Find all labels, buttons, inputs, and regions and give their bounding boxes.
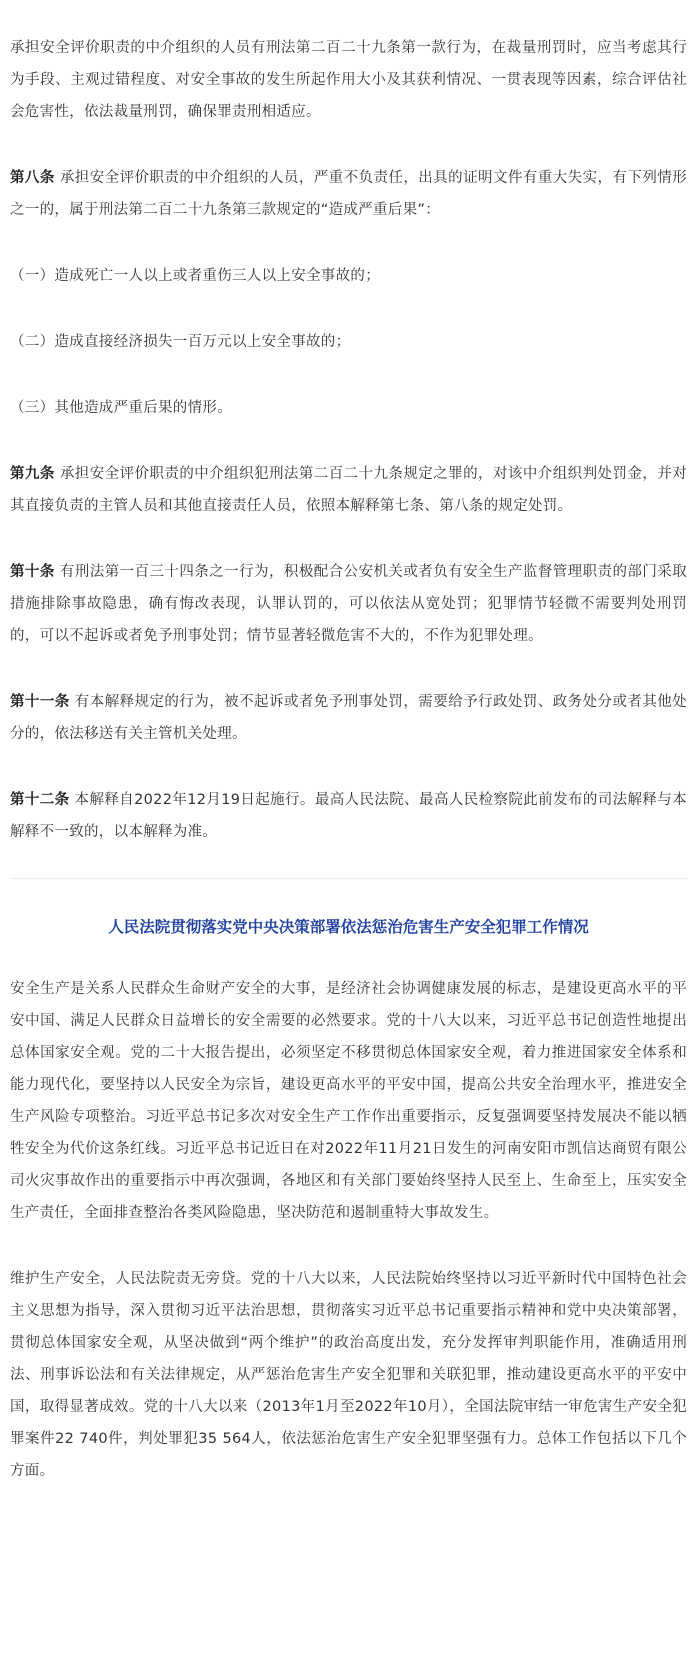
article-9 xyxy=(10,458,687,522)
article-11-text: 有本解释规定的行为，被不起诉或者免予刑事处罚，需要给予行政处罚、政务处分或者其他处分的，依法移送有关主管机关处理。 xyxy=(10,694,687,742)
item-text: （三）其他造成严重后果的情形。 xyxy=(10,400,232,416)
article-12 xyxy=(10,784,687,848)
item-text: （二）造成直接经济损失一百万元以上安全事故的； xyxy=(10,334,351,350)
article-10-label: 第十条 xyxy=(10,564,55,580)
article-12-label: 第十二条 xyxy=(10,792,70,808)
paragraph-penalty-consideration xyxy=(10,32,687,128)
article-8 xyxy=(10,162,687,226)
paragraph-text: 承担安全评价职责的中介组织的人员有刑法第二百二十九条第一款行为，在裁量刑罚时，应当考虑其行为手段、主观过错程度、对安全事故的发生所起作用大小及其获利情况、一贯表现等因素，综合评估社会危害性，依法裁量刑罚，确保罪责刑相适应。 xyxy=(10,40,687,120)
article-9-text: 承担安全评价职责的中介组织犯刑法第二百二十九条规定之罪的，对该中介组织判处罚金，并对其直接负责的主管人员和其他直接责任人员，依照本解释第七条、第八条的规定处罚。 xyxy=(10,466,687,514)
section-title: 人民法院贯彻落实党中央决策部署依法惩治危害生产安全犯罪工作情况 xyxy=(108,918,589,936)
article-10 xyxy=(10,556,687,652)
paragraph-text: 维护生产安全，人民法院责无旁贷。党的十八大以来，人民法院始终坚持以习近平新时代中国特色社会主义思想为指导，深入贯彻习近平法治思想，贯彻落实习近平总书记重要指示精神和党中央决策部署，贯彻总体国家安全观，从坚决做到“两个维护”的政治高度出发，充分发挥审判职能作用，准确适用刑法、刑事诉讼法和有关法律规定，从严惩治危害生产安全犯罪和关联犯罪，推动建设更高水平的平安中国，取得显著成效。党的十八大以来（2013年1月至2022年10月），全国法院审结一审危害生产安全犯罪案件22 740件，判处罪犯35 564人，依法惩治危害生产安全犯罪坚强有力。总体工作包括以下几个方面。 xyxy=(10,1271,687,1479)
article-12-text: 本解释自2022年12月19日起施行。最高人民法院、最高人民检察院此前发布的司法解释与本解释不一致的，以本解释为准。 xyxy=(10,792,687,840)
article-8-item-2 xyxy=(10,326,687,358)
article-8-item-1 xyxy=(10,260,687,292)
paragraph-court-work xyxy=(10,1263,687,1487)
article-8-label: 第八条 xyxy=(10,170,55,186)
article-8-text: 承担安全评价职责的中介组织的人员，严重不负责任，出具的证明文件有重大失实，有下列情形之一的，属于刑法第二百二十九条第三款规定的“造成严重后果”： xyxy=(10,170,687,218)
paragraph-text: 安全生产是关系人民群众生命财产安全的大事，是经济社会协调健康发展的标志，是建设更高水平的平安中国、满足人民群众日益增长的安全需要的必然要求。党的十八大以来，习近平总书记创造性地提出总体国家安全观。党的二十大报告提出，必须坚定不移贯彻总体国家安全观，着力推进国家安全体系和能力现代化，要坚持以人民安全为宗旨，建设更高水平的平安中国，提高公共安全治理水平，推进安全生产风险专项整治。习近平总书记多次对安全生产工作作出重要指示，反复强调要坚持发展决不能以牺牲安全为代价这条红线。习近平总书记近日在对2022年11月21日发生的河南安阳市凯信达商贸有限公司火灾事故作出的重要指示中再次强调，各地区和有关部门要始终坚持人民至上、生命至上，压实安全生产责任，全面排查整治各类风险隐患，坚决防范和遏制重特大事故发生。 xyxy=(10,981,687,1221)
section-divider xyxy=(10,878,687,879)
article-10-text: 有刑法第一百三十四条之一行为，积极配合公安机关或者负有安全生产监督管理职责的部门采取措施排除事故隐患，确有悔改表现，认罪认罚的，可以依法从宽处罚；犯罪情节轻微不需要判处刑罚的，可以不起诉或者免予刑事处罚；情节显著轻微危害不大的，不作为犯罪处理。 xyxy=(10,564,687,644)
article-11-label: 第十一条 xyxy=(10,694,70,710)
item-text: （一）造成死亡一人以上或者重伤三人以上安全事故的； xyxy=(10,268,380,284)
article-11 xyxy=(10,686,687,750)
paragraph-safety-importance xyxy=(10,973,687,1229)
article-9-label: 第九条 xyxy=(10,466,55,482)
article-8-item-3 xyxy=(10,392,687,424)
